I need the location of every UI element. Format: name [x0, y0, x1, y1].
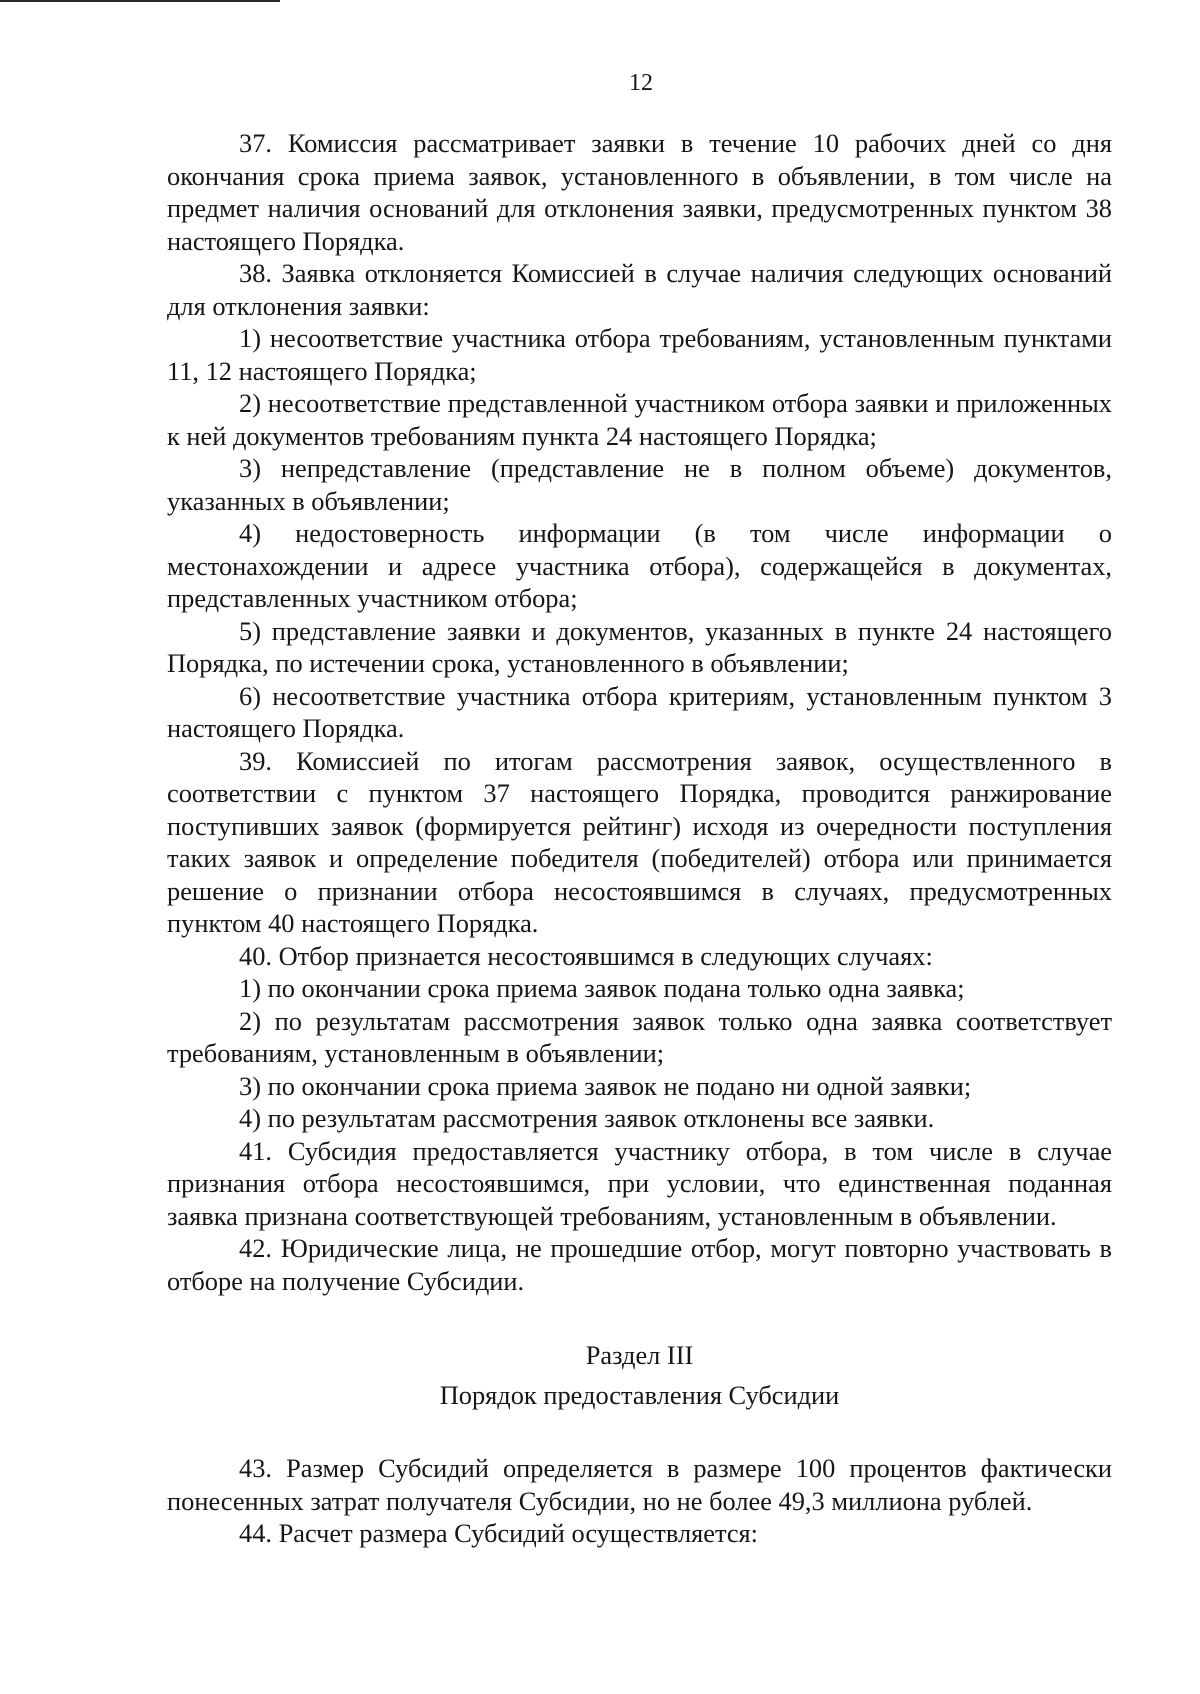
paragraph-38: 38. Заявка отклоняется Комиссией в случае наличия следующих оснований для отклонения заявки: — [167, 258, 1112, 321]
list-item-40-1: 1) по окончании срока приема заявок подана только одна заявка; — [239, 973, 965, 1003]
list-item-38-1: 1) несоответствие участника отбора требованиям, установленным пунктами 11, 12 настоящего Порядка; — [167, 323, 1112, 386]
list-item-38-4: 4) недостоверность информации (в том числе информации о местонахождении и адресе участника отбора), содержащейся в документах, представленных участником отбора; — [167, 518, 1112, 613]
page-number: 12 — [629, 70, 653, 96]
list-item-38-2: 2) несоответствие представленной участником отбора заявки и приложенных к ней документов требованиям пункта 24 настоящего Порядка; — [167, 388, 1112, 451]
list-item-40-3: 3) по окончании срока приема заявок не подано ни одной заявки; — [239, 1070, 972, 1101]
scan-edge-rule — [0, 0, 280, 2]
list-item-38-5: 5) представление заявки и документов, указанных в пункте 24 настоящего Порядка, по истечении срока, установленного в объявлении; — [167, 615, 1112, 678]
paragraph-41: 41. Субсидия предоставляется участнику отбора, в том числе в случае признания отбора несостоявшимся, при условии, что единственная поданная заявка признана соответствующей требованиям, установленным в объявлении. — [167, 1135, 1112, 1231]
list-item-38-6: 6) несоответствие участника отбора критериям, установленным пунктом 3 настоящего Порядка. — [167, 680, 1112, 743]
section-title: Порядок предоставления Субсидии — [439, 1379, 840, 1410]
paragraph-42: 42. Юридические лица, не прошедшие отбор, могут повторно участвовать в отборе на получение Субсидии. — [167, 1233, 1112, 1296]
paragraph-43: 43. Размер Субсидий определяется в размере 100 процентов фактически понесенных затрат получателя Субсидии, но не более 49,3 миллиона рублей. — [167, 1453, 1112, 1516]
paragraph-37: 37. Комиссия рассматривает заявки в течение 10 рабочих дней со дня окончания срока приема заявок, установленного в объявлении, в том числе на предмет наличия оснований для отклонения заявки, предусмотренных пунктом 38 настоящего Порядка. — [167, 128, 1112, 256]
paragraph-44: 44. Расчет размера Субсидий осуществляется: — [239, 1518, 759, 1548]
list-item-40-4: 4) по результатам рассмотрения заявок отклонены все заявки. — [239, 1103, 935, 1133]
paragraph-39: 39. Комиссией по итогам рассмотрения заявок, осуществленного в соответствии с пунктом 37 настоящего Порядка, проводится ранжирование поступивших заявок (формируется рейтинг) исходя из очередности поступления таких заявок и определение победителя (победителей) отбора или принимается решение о признании отбора несостоявшимся в случаях, предусмотренных пунктом 40 настоящего Порядка. — [167, 745, 1112, 938]
paragraph-40: 40. Отбор признается несостоявшимся в следующих случаях: — [239, 940, 933, 971]
document-body — [167, 127, 1112, 1550]
list-item-40-2: 2) по результатам рассмотрения заявок только одна заявка соответствует требованиям, установленным в объявлении; — [167, 1005, 1112, 1068]
section-label: Раздел III — [585, 1340, 694, 1370]
list-item-38-3: 3) непредставление (представление не в полном объеме) документов, указанных в объявлении; — [167, 453, 1112, 516]
